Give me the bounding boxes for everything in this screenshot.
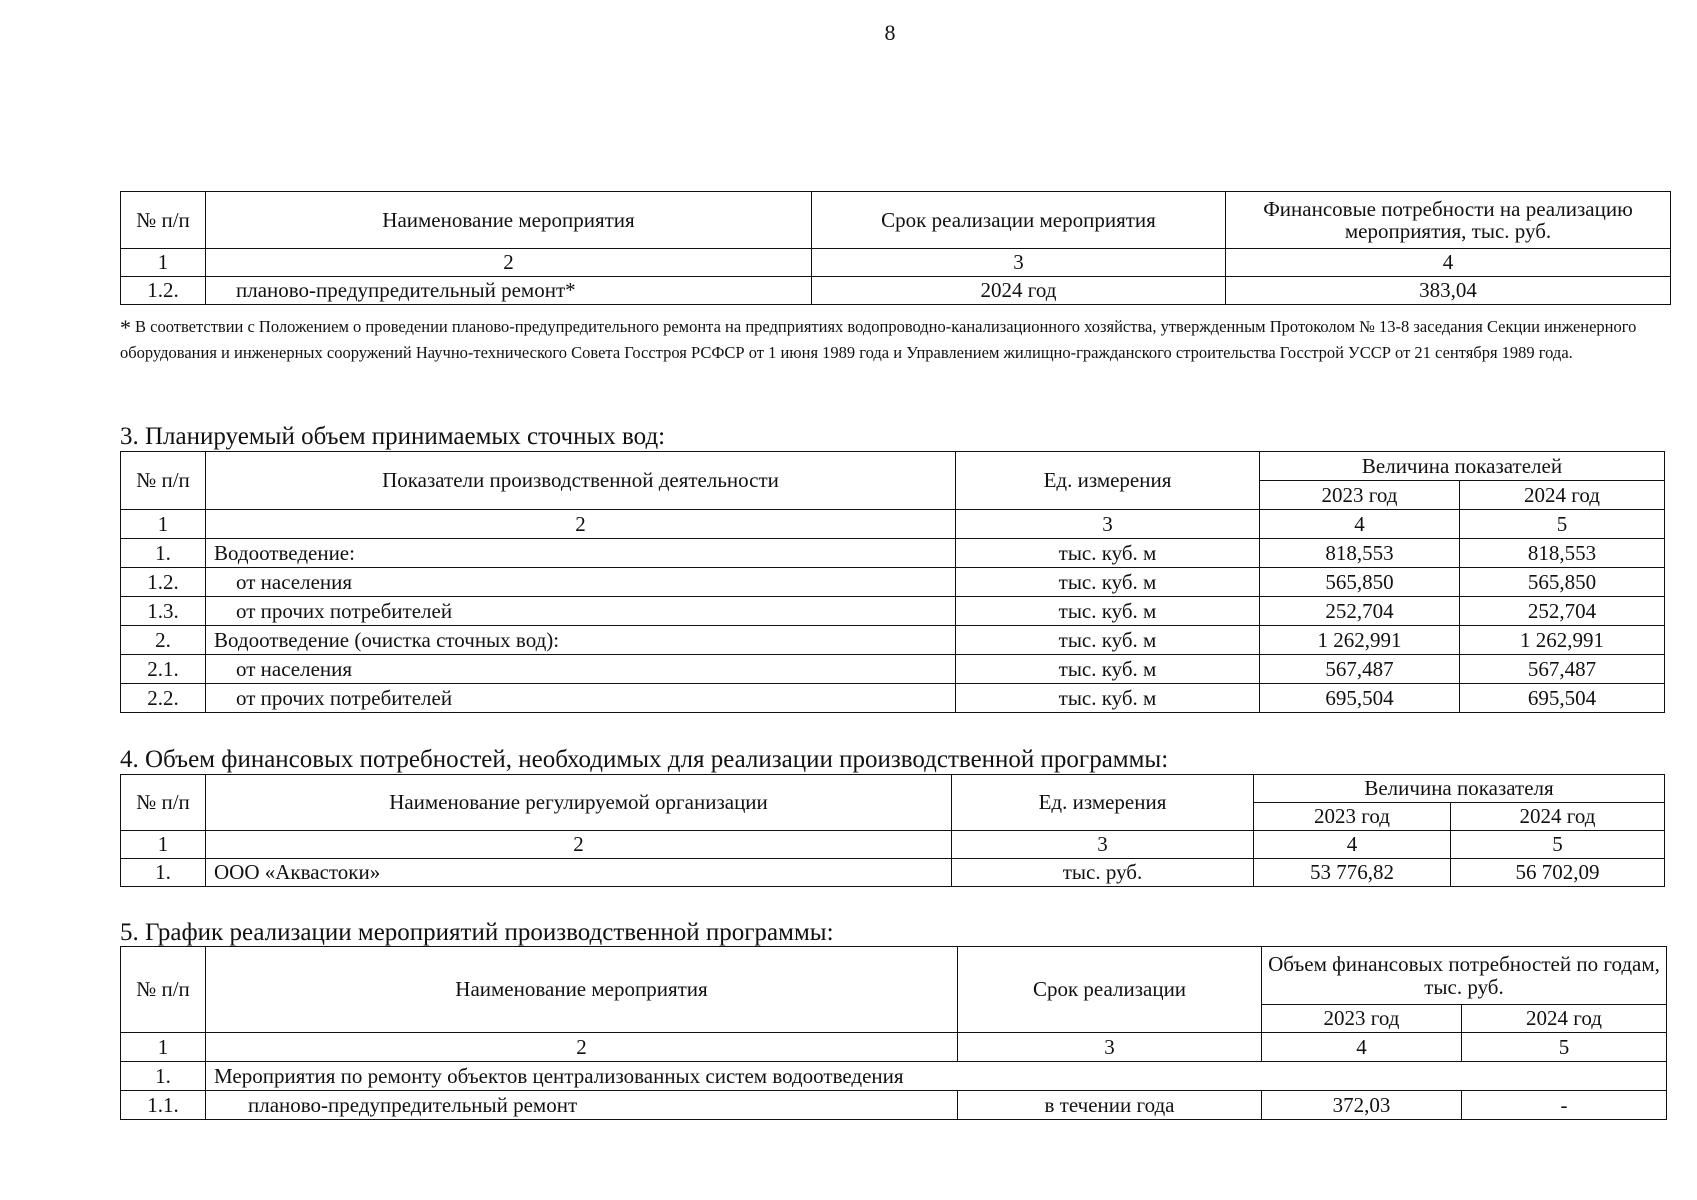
row-value-2023: 1 262,991 xyxy=(1260,626,1460,655)
row-organization: ООО «Аквастоки» xyxy=(206,859,952,887)
table-row xyxy=(121,539,1665,568)
header-group: Величина показателя xyxy=(1254,775,1665,803)
index-cell: 3 xyxy=(812,249,1226,277)
table-row xyxy=(121,277,1671,305)
row-value-2024: 818,553 xyxy=(1460,539,1665,568)
index-cell: 2 xyxy=(206,1033,958,1062)
index-cell: 4 xyxy=(1260,510,1460,539)
row-value-2023: 53 776,82 xyxy=(1254,859,1451,887)
row-value-2024: 56 702,09 xyxy=(1451,859,1665,887)
row-name: от прочих потребителей xyxy=(206,684,956,713)
header-year-2024: 2024 год xyxy=(1462,1005,1667,1033)
index-cell: 1 xyxy=(121,510,206,539)
row-unit: тыс. куб. м xyxy=(956,597,1260,626)
index-cell: 4 xyxy=(1254,831,1451,859)
row-num: 1.1. xyxy=(121,1091,206,1120)
row-value-2023: 372,03 xyxy=(1262,1091,1462,1120)
table-group-row xyxy=(121,1062,1667,1091)
row-name: от населения xyxy=(206,655,956,684)
row-num: 2. xyxy=(121,626,206,655)
header-name: Наименование регулируемой организации xyxy=(206,775,952,831)
row-num: 1. xyxy=(121,1062,206,1091)
header-num: № п/п xyxy=(121,452,206,510)
row-value-2024: - xyxy=(1462,1091,1667,1120)
row-num: 1.2. xyxy=(121,277,206,305)
index-cell: 3 xyxy=(952,831,1254,859)
header-year-2024: 2024 год xyxy=(1451,803,1665,831)
row-name: планово-предупредительный ремонт* xyxy=(206,277,812,305)
row-unit: тыс. куб. м xyxy=(956,568,1260,597)
table-row xyxy=(121,655,1665,684)
row-name: от прочих потребителей xyxy=(206,597,956,626)
header-name: Наименование мероприятия xyxy=(206,192,812,249)
row-value-2023: 818,553 xyxy=(1260,539,1460,568)
section-4-title: 4. Объем финансовых потребностей, необходимых для реализации производственной программы: xyxy=(120,746,1169,773)
header-year-2023: 2023 год xyxy=(1262,1005,1462,1033)
row-term: в течении года xyxy=(958,1091,1262,1120)
row-value-2023: 252,704 xyxy=(1260,597,1460,626)
index-cell: 1 xyxy=(121,831,206,859)
row-unit: тыс. куб. м xyxy=(956,539,1260,568)
header-group: Величина показателей xyxy=(1260,452,1665,481)
row-group-name: Мероприятия по ремонту объектов централизованных систем водоотведения xyxy=(206,1062,1667,1091)
table-row xyxy=(121,626,1665,655)
section-5-title: 5. График реализации мероприятий производственной программы: xyxy=(120,919,834,946)
row-value-2024: 252,704 xyxy=(1460,597,1665,626)
header-name: Показатели производственной деятельности xyxy=(206,452,956,510)
row-name: от населения xyxy=(206,568,956,597)
header-term: Срок реализации xyxy=(958,947,1262,1033)
row-value-2024: 565,850 xyxy=(1460,568,1665,597)
header-num: № п/п xyxy=(121,947,206,1033)
index-cell: 5 xyxy=(1460,510,1665,539)
measures-table xyxy=(120,191,1671,305)
header-num: № п/п xyxy=(121,192,206,249)
table-row xyxy=(121,684,1665,713)
row-value-2023: 695,504 xyxy=(1260,684,1460,713)
section-3-title: 3. Планируемый объем принимаемых сточных вод: xyxy=(120,423,666,450)
table-row xyxy=(121,568,1665,597)
index-cell: 4 xyxy=(1262,1033,1462,1062)
header-name: Наименование мероприятия xyxy=(206,947,958,1033)
row-num: 1.2. xyxy=(121,568,206,597)
index-cell: 1 xyxy=(121,1033,206,1062)
row-value: 383,04 xyxy=(1226,277,1671,305)
index-cell: 3 xyxy=(958,1033,1262,1062)
header-num: № п/п xyxy=(121,775,206,831)
table-row xyxy=(121,597,1665,626)
row-term: 2024 год xyxy=(812,277,1226,305)
table-row xyxy=(121,1091,1667,1120)
schedule-table xyxy=(120,946,1667,1120)
header-term: Срок реализации мероприятия xyxy=(812,192,1226,249)
row-unit: тыс. куб. м xyxy=(956,655,1260,684)
header-year-2023: 2023 год xyxy=(1260,481,1460,510)
row-value-2024: 695,504 xyxy=(1460,684,1665,713)
index-cell: 2 xyxy=(206,510,956,539)
header-group: Объем финансовых потребностей по годам, тыс. руб. xyxy=(1262,947,1667,1005)
footnote xyxy=(120,314,1680,365)
index-cell: 5 xyxy=(1462,1033,1667,1062)
header-unit: Ед. измерения xyxy=(956,452,1260,510)
page-number: 8 xyxy=(884,20,896,45)
row-value-2023: 565,850 xyxy=(1260,568,1460,597)
row-name: планово-предупредительный ремонт xyxy=(206,1091,958,1120)
row-unit: тыс. куб. м xyxy=(956,684,1260,713)
wastewater-volume-table xyxy=(120,451,1665,713)
row-value-2024: 567,487 xyxy=(1460,655,1665,684)
row-num: 2.1. xyxy=(121,655,206,684)
row-unit: тыс. куб. м xyxy=(956,626,1260,655)
header-unit: Ед. измерения xyxy=(952,775,1254,831)
row-name: Водоотведение (очистка сточных вод): xyxy=(206,626,956,655)
index-cell: 2 xyxy=(206,831,952,859)
financial-needs-table xyxy=(120,774,1665,887)
row-num: 1. xyxy=(121,859,206,887)
index-cell: 4 xyxy=(1226,249,1671,277)
footnote-mark: * xyxy=(120,315,131,340)
row-name: Водоотведение: xyxy=(206,539,956,568)
header-year-2024: 2024 год xyxy=(1460,481,1665,510)
footnote-text: В соответствии с Положением о проведении планово-предупредительного ремонта на предприятиях водопроводно-канализационного хозяйства, утвержденным Протоколом № 13-8 заседания Секции инженерного оборудования и инженерных сооружений Научно-технического Совета Госстроя РСФСР от 1 июня 1989 года и Управлением жилищно-гражданского строительства Госстрой УССР от 21 сентября 1989 года. xyxy=(120,317,1637,362)
index-cell: 1 xyxy=(121,249,206,277)
table-row xyxy=(121,859,1665,887)
index-cell: 2 xyxy=(206,249,812,277)
row-value-2024: 1 262,991 xyxy=(1460,626,1665,655)
row-value-2023: 567,487 xyxy=(1260,655,1460,684)
row-num: 1.3. xyxy=(121,597,206,626)
header-finance: Финансовые потребности на реализацию мероприятия, тыс. руб. xyxy=(1226,192,1671,249)
header-year-2023: 2023 год xyxy=(1254,803,1451,831)
row-num: 1. xyxy=(121,539,206,568)
index-cell: 5 xyxy=(1451,831,1665,859)
row-num: 2.2. xyxy=(121,684,206,713)
index-cell: 3 xyxy=(956,510,1260,539)
row-unit: тыс. руб. xyxy=(952,859,1254,887)
